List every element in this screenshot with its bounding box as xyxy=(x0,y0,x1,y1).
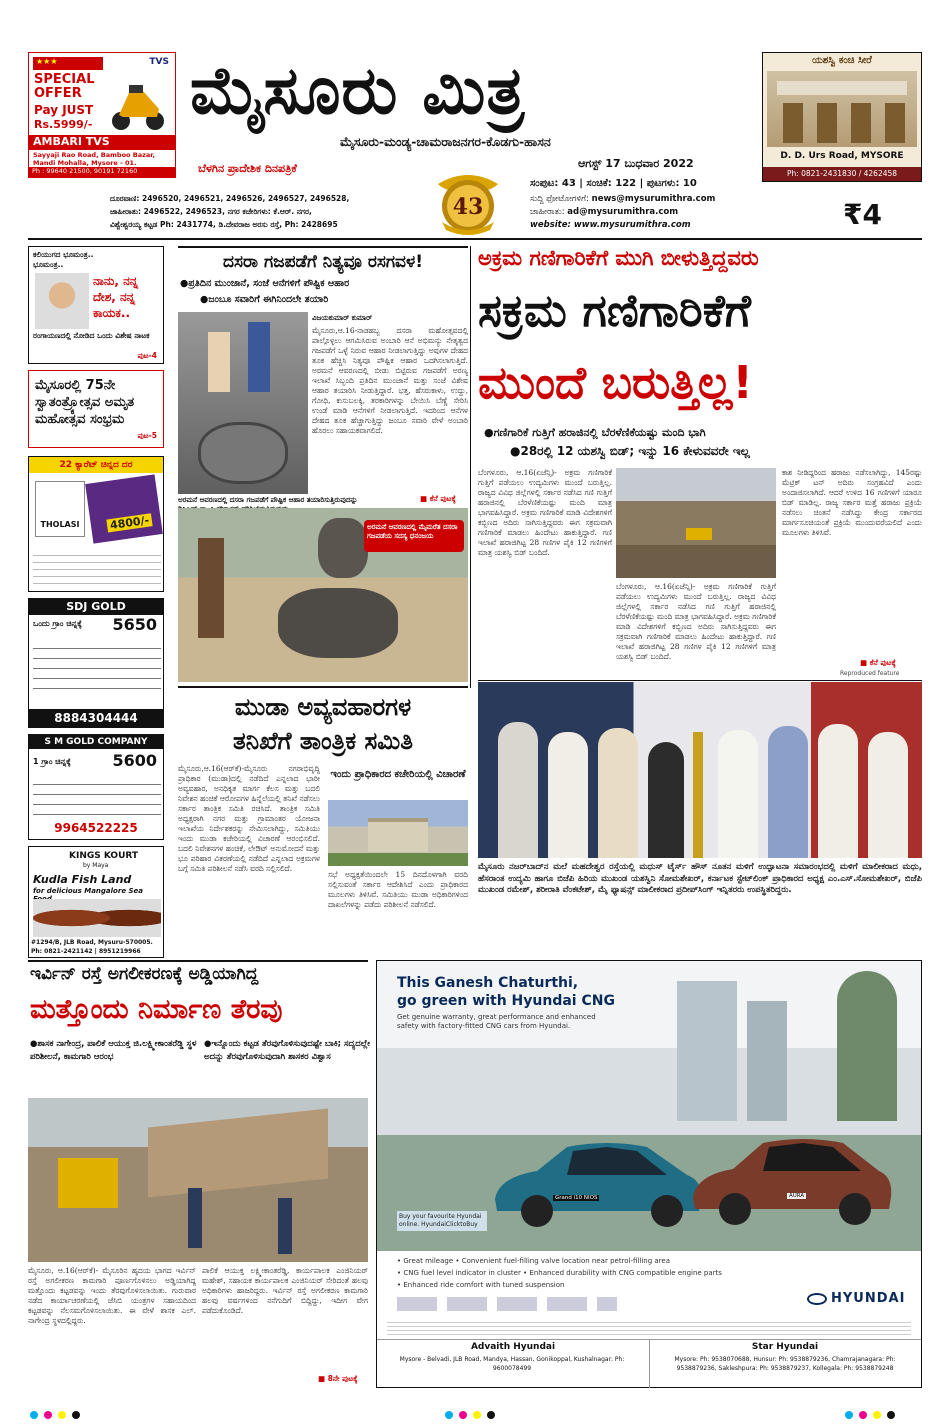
car-brown-aura xyxy=(687,1131,897,1231)
website[interactable]: website: www.mysurumithra.com xyxy=(530,220,691,230)
ad-email-value[interactable]: ad@mysurumithra.com xyxy=(567,207,679,217)
registration-marks-right xyxy=(845,1404,901,1423)
lead-sub-1: ●ಗಣಿಗಾರಿಕೆ ಗುತ್ತಿಗೆ ಹರಾಜಿನಲ್ಲಿ ಬೆರಳೆಣಿಕೆಯಷ್ಟು ಮಂದಿ ಭಾಗಿ xyxy=(484,426,706,439)
column-divider-1 xyxy=(470,246,471,688)
lead-headline-1: ಸಕ್ರಮ ಗಣಿಗಾರಿಕೆಗೆ xyxy=(478,284,751,337)
masthead-tagline: ಬೆಳಗಿನ ಪ್ರಾದೇಶಿಕ ದಿನಪತ್ರಿಕೆ xyxy=(198,162,297,175)
car-2-label: AURA xyxy=(789,1193,805,1199)
sdj-label: ಒಂದು ಗ್ರಾಂ ಚಿನ್ನಕ್ಕೆ xyxy=(33,619,82,628)
dasara-sub-1: ●ಪ್ರತಿದಿನ ಮುಂಜಾನೆ, ಸಂಜೆ ಆನೆಗಳಿಗೆ ಪೌಷ್ಟಿಕ ಆಹಾರ xyxy=(180,278,350,289)
masthead-date: ಆಗಸ್ಟ್ 17 ಬುಧವಾರ 2022 xyxy=(578,157,694,170)
sdj-gold-ad[interactable] xyxy=(28,598,164,728)
anniversary-badge xyxy=(430,164,506,236)
hyundai-feature-2: • CNG fuel level indicator in cluster • Enhanced durability with CNG compatible engine parts xyxy=(397,1269,722,1277)
sm-gold-ad[interactable] xyxy=(28,734,164,840)
irwin-headline: ಮತ್ತೊಂದು ನಿರ್ಮಾಣ ತೆರವು xyxy=(30,994,283,1025)
muda-rule xyxy=(178,686,468,688)
sdj-phone: 8884304444 xyxy=(29,709,163,727)
ad-email: ಜಾಹೀರಾತು: ad@mysurumithra.com xyxy=(530,207,679,217)
ambari-pay: Pay JUST xyxy=(34,103,94,117)
dasara-signoff: ■ ಕೆನೆ ಪುಟಕ್ಕೆ xyxy=(420,494,456,503)
registration-marks-left xyxy=(30,1404,86,1423)
ambari-offer: SPECIAL OFFER xyxy=(34,72,95,101)
hyundai-cng-ad[interactable] xyxy=(376,960,922,1388)
lead-signoff: ■ ಕೆನೆ ಪುಟಕ್ಕೆ xyxy=(860,658,896,667)
showroom-caption: ಮೈಸೂರು ನಜರ್‌ಬಾದ್‌ನ ಮಲೆ ಮಹದೇಶ್ವರ ರಸ್ತೆಯಲ್ಲಿ ಮಧುಸ್ ಟೈರ್ಸ್ ಹೌಸ್ ನೂತನ ಮಳಿಗೆ ಉದ್ಘಾಟನಾ ಸಮಾರಂಭದಲ್ಲಿ ಮಳಿಗೆ ಮಾಲೀಕರಾದ ಮಧು, ಹೆಸರಾಂತ ಉದ್ಯಮಿ ಹಾಗೂ ಬಿಜೆಪಿ ಹಿರಿಯ ಮುಖಂಡ ಯಶಸ್ವಿನಿ ಸೋಮಶೇಖರ್, ಕರ್ನಾಟಕ ಸ್ಟೇಟ್‌ಲಿಂಕ್ ಪ್ರಾಧಿಕಾರದ ಅಧ್ಯಕ್ಷ ಎಂ.ಎಸ್.ಸೋಮಶೇಖರ್, ಬಿಜೆಪಿ ಮುಖಂಡ ರಮೇಶ್, ಶರೀರಾತಿ ವೆಂಕಟೇಶ್, ಮೈ ಫ್ಯಾಷನ್ಸ್ ಮಾಲೀಕರಾದ ಪ್ರದೀಪ್‌ಸಿಂಗ್ ಇನ್ನಿತರರು ಉಪಸ್ಥಿತರಿದ್ದರು. xyxy=(478,862,922,895)
demolition-photo xyxy=(28,1098,368,1262)
sdj-price: 5650 xyxy=(112,615,157,634)
kings-address: #1294/B, JLB Road, Mysuru-570005. xyxy=(31,939,153,946)
fish-dish-image xyxy=(33,899,161,937)
ambari-tvs-ad[interactable] xyxy=(28,52,176,178)
lead-kicker: ಅಕ್ರಮ ಗಣಿಗಾರಿಕೆಗೆ ಮುಗಿ ಬೀಳುತ್ತಿದ್ದವರು xyxy=(478,246,759,270)
muda-box: ಇಂದು ಪ್ರಾಧಿಕಾರದ ಕಚೇರಿಯಲ್ಲಿ ವಿಚಾರಣೆ xyxy=(330,769,466,780)
kings-name: KINGS KOURT xyxy=(69,851,139,861)
muda-office-photo xyxy=(328,800,468,866)
dasara-byline: ವಿಜಯಕುಮಾರ್ ಕುಮಾರ್ xyxy=(312,314,373,322)
irwin-body-2: ಪಾಲಿಕೆ ಆಯುಕ್ತ ಲಕ್ಷ್ಮೀಕಾಂತರೆಡ್ಡಿ, ಕಾರ್ಯಪಾಲಕ ಎಂಜಿನಿಯರ್ ಮಹೇಶ್, ಸಹಾಯಕ ಕಾರ್ಯಪಾಲಕ ಎಂಜಿನಿಯರ್ ಸೇರಿದಂತೆ ಹಲವು ಅಧಿಕಾರಿಗಳು ಹಾಜರಿದ್ದರು. ಇರ್ವಿನ್ ರಸ್ತೆ ಅಗಲೀಕರಣ ಕಾಮಗಾರಿ ಹಲವು ವರ್ಷಗಳಿಂದ ನನೆಗುದಿಗೆ ಬಿದ್ದಿದ್ದು, ಇದೀಗ ವೇಗ ಪಡೆದುಕೊಂಡಿದೆ. xyxy=(202,1266,368,1315)
phone-line-1: ದೂರವಾಣಿ: 2496520, 2496521, 2496526, 2496527, 2496528, xyxy=(110,194,350,203)
dasara-caption-1: ಅರಮನೆ ಆವರಣದಲ್ಲಿ ದಸರಾ ಗಜಪಡೆಗೆ ಪೌಷ್ಟಿಕ ಆಹಾರ ತಯಾರಿಸುತ್ತಿರುವುದನ್ನು xyxy=(178,496,358,504)
ambari-address: Sayyaji Rao Road, Bamboo Bazar, Mandi Mohalla, Mysore - 01. xyxy=(33,151,155,167)
sidebar-column-box[interactable] xyxy=(28,246,164,364)
registration-marks-bottom xyxy=(445,1404,501,1423)
hyundai-body: Get genuine warranty, great performance and enhanced safety with factory-fitted CNG cars from Hyundai. xyxy=(397,1013,596,1030)
hyundai-disclaimer xyxy=(387,1319,911,1335)
muda-body-2: ಸಭೆ ಅಧ್ಯಕ್ಷತೆಯಿಂದಲೇ 15 ದಿನದೊಳಗಾಗಿ ವರದಿ ಸಲ್ಲಿಸುವಂತೆ ಸರ್ಕಾರ ಆದೇಶಿಸಿದೆ ಎಂದು ಪ್ರಾಧಿಕಾರದ ಮೂಲಗಳು ತಿಳಿಸಿವೆ. ಸಮಿತಿಯು ಮುಡಾ ಅಧಿಕಾರಿಗಳಿಂದ ದಾಖಲೆಗಳನ್ನು ಪಡೆದು ಪರಿಶೀಲನೆ ನಡೆಸಲಿದೆ. xyxy=(328,870,468,909)
store-building-image xyxy=(767,71,917,147)
irwin-sub-1: ●ಶಾಸಕ ನಾಗೇಂದ್ರ, ಪಾಲಿಕೆ ಆಯುಕ್ತ ಜಿ.ಲಕ್ಷ್ಮೀಕಾಂತರೆಡ್ಡಿ ಸ್ಥಳ ಪರಿಶೀಲನೆ, ಕಾಮಗಾರಿ ಆರಂಭ xyxy=(30,1039,197,1062)
price: ₹4 xyxy=(843,198,882,231)
masthead-title: ಮೈಸೂರು ಮಿತ್ರ xyxy=(190,51,526,129)
dasara-body: ಮೈಸೂರು,ಆ.16-ನಾಡಹಬ್ಬ ದಸರಾ ಮಹೋತ್ಸವದಲ್ಲಿ ಪಾಲ್ಗೊಳ್ಳಲು ಆಗಮಿಸಿರುವ ಅಂಬಾರಿ ಆನೆ ಅಭಿಮನ್ಯು ನೇತೃತ್ವದ ಗಜಪಡೆಗೆ ಒಳ್ಳೆ ನಿರುವ ಆಹಾರ ನೀಡಲಾಗುತ್ತಿದ್ದು ಅವುಗಳ ದೇಹದ ತೂಕ ಹೆಚ್ಚಿಸಿ ನಿತ್ಯವೂ ಪೌಷ್ಟಿಕ ಆಹಾರ ಒದಗಿಸಲಾಗುತ್ತಿದೆ. ಅರಮನೆ ಆವರಣದಲ್ಲಿ ಬೀಡು ಬಿಟ್ಟಿರುವ ಗಜಪಡೆಗೆ ಅರಣ್ಯ ಇಲಾಖೆ ಸಿಬ್ಬಂದಿ ಪ್ರತಿದಿನ ಮುಂಜಾನೆ ಮತ್ತು ಸಂಜೆ ವಿಶೇಷ ಆಹಾರ ತಯಾರಿಸಿ ನೀಡುತ್ತಿದ್ದಾರೆ. ಭತ್ತ, ಹೆಸರುಕಾಳು, ಉದ್ದು, ಗೋಧಿ, ಕುಸುಬಲಕ್ಕಿ, ತರಕಾರಿಗಳನ್ನು ಬೇಯಿಸಿ ಬೆಣ್ಣೆ ಸೇರಿಸಿ ಉಂಡೆ ಮಾಡಿ ಆನೆಗಳಿಗೆ ನೀಡಲಾಗುತ್ತಿದೆ. ಇದರಿಂದ ಆನೆಗಳ ದೇಹದ ತೂಕ ಹೆಚ್ಚಾಗುತ್ತಿದ್ದು ಜಂಬೂ ಸವಾರಿ ವೇಳೆ ಅಂಬಾರಿ ಹೊರಲು ಸಹಾಯಕವಾಗಲಿದೆ. xyxy=(312,326,468,435)
smgold-name: S M GOLD COMPANY xyxy=(29,735,163,749)
ambari-phone: Ph : 99640 21500, 90191 72160 xyxy=(29,167,175,177)
sidebar-caption: ರಂಗಾಯಣದಲ್ಲಿ ನೋಡಿದ ಒಂದು ವಿಶೇಷ ನಾಟಕ xyxy=(33,331,150,340)
tholasi-price: 4800/- xyxy=(106,513,153,532)
lead-body-1-cont: ಬೆಂಗಳೂರು, ಆ.16(ಏಜೆನ್ಸಿ)- ಅಕ್ರಮ ಗಣಿಗಾರಿಕೆ ಗುತ್ತಿಗೆ ಪಡೆಯಲು ಉದ್ಯಮಿಗಳು ಮುಂದೆ ಬರುತ್ತಿಲ್ಲ. ರಾಜ್ಯದ ವಿವಿಧ ಜಿಲ್ಲೆಗಳಲ್ಲಿ ಸರ್ಕಾರ ನಡೆಸಿದ ಗಣಿ ಗುತ್ತಿಗೆ ಹರಾಜಿನಲ್ಲಿ ಬೆರಳೆಣಿಕೆಯಷ್ಟು ಮಂದಿ ಮಾತ್ರ ಭಾಗವಹಿಸಿದ್ದಾರೆ. ಅಕ್ರಮ ಗಣಿಗಾರಿಕೆ ಮಾಡಿ ವಿದೇಶಗಳಿಗೆ ಕಬ್ಬಿಣದ ಅದಿರು ಸಾಗಿಸುತ್ತಿದ್ದವರು ಈಗ ಸಕ್ರಮವಾಗಿ ಗಣಿಗಾರಿಕೆ ಮಾಡಲು ಹಿಂದೇಟು ಹಾಕುತ್ತಿದ್ದಾರೆ. ಗಣಿ ಇಲಾಖೆ ಹರಾಜಿಗಿಟ್ಟ 28 ಗಣಿಗಳ ಪೈಕಿ 12 ಗಣಿಗಳಿಗೆ ಮಾತ್ರ ಯಶಸ್ವಿ ಬಿಡ್ ಬಂದಿದೆ. xyxy=(616,582,776,661)
yashasvi-phone: Ph: 0821-2431830 / 4262458 xyxy=(763,167,921,181)
kings-phone: Ph: 0821-2421142 | 8951219966 xyxy=(31,948,141,955)
scooter-image xyxy=(109,75,167,131)
tholasi-ad[interactable] xyxy=(28,456,164,592)
news-email: ಸುದ್ದಿ ಫೋಟೋಗಳಿಗೆ: news@mysurumithra.com xyxy=(530,194,716,204)
hyundai-brand xyxy=(807,1291,905,1306)
smgold-phone: 9964522225 xyxy=(54,821,138,835)
dealer-1-name: Advaith Hyundai xyxy=(470,1342,556,1352)
sdj-name: SDJ GOLD xyxy=(29,599,163,615)
sdj-body xyxy=(33,639,161,695)
dealer-2-info: Mysore: Ph: 9538070688, Hunsur: Ph: 9538879236, Chamrajanagara: Ph: 9538879236, Sakleshpura: Ph: 9538879237, Kollegala: Ph: 9538879248 xyxy=(674,1356,896,1372)
showroom-inauguration-photo xyxy=(478,682,922,858)
muda-body: ಮೈಸೂರು,ಆ.16(ಆರ್‌ಕೆ)-ಮೈಸೂರು ನಗರಾಭಿವೃದ್ಧಿ ಪ್ರಾಧಿಕಾರ (ಮುಡಾ)ದಲ್ಲಿ ನಡೆದಿದೆ ಎನ್ನಲಾದ ಭಾರೀ ಅವ್ಯವಹಾರ, ಅನಧಿಕೃತ ಮಾರ್ಗ ಕೆಲಸ ಮತ್ತು ಬದಲಿ ನಿವೇಶನ ಹಂಚಿಕೆ ಆರೋಪಗಳ ಹಿನ್ನೆಲೆಯಲ್ಲಿ ತನಿಖೆ ನಡೆಸಲು ಸರ್ಕಾರ ತಾಂತ್ರಿಕ ಸಮಿತಿ ರಚಿಸಿದೆ. ತಾಂತ್ರಿಕ ಸಮಿತಿ ಅಧ್ಯಕ್ಷರಾಗಿ ನಗರ ಮತ್ತು ಗ್ರಾಮಾಂತರ ಯೋಜನಾ ಇಲಾಖೆಯ ನಿರ್ದೇಶಕರನ್ನು ನೇಮಿಸಲಾಗಿದ್ದು, ಸಮಿತಿಯು ಇಂದು ಮುಡಾ ಕಚೇರಿಯಲ್ಲಿ ವಿಚಾರಣೆ ಆರಂಭಿಸಲಿದೆ. ಬದಲಿ ನಿವೇಶನಗಳ ಹಂಚಿಕೆ, ಲೇಔಟ್ ಅನುಮೋದನೆ ಮತ್ತು ಭೂ ಪರಿಹಾರ ವಿತರಣೆಯಲ್ಲಿ ನಡೆದಿದೆ ಎನ್ನಲಾದ ಅಕ್ರಮಗಳ ಬಗ್ಗೆ ಸಮಿತಿ ಪರಿಶೀಲನೆ ನಡೆಸಿ ವರದಿ ಸಲ್ಲಿಸಲಿದೆ. xyxy=(178,764,320,873)
news-email-value[interactable]: news@mysurumithra.com xyxy=(591,194,716,204)
irwin-signoff: ■ 8ನೇ ಪುಟಕ್ಕೆ xyxy=(318,1374,358,1383)
tholasi-price-tag xyxy=(85,474,163,543)
irwin-body-1: ಮೈಸೂರು, ಆ.16(ಆರ್‌ಕೆ)- ಮೈಸೂರಿನ ಹೃದಯ ಭಾಗದ ಇರ್ವಿನ್ ರಸ್ತೆ ಅಗಲೀಕರಣ ಕಾಮಗಾರಿ ಪೂರ್ಣಗೊಳಿಸಲು ಅಡ್ಡಿಯಾಗಿದ್ದ ಮತ್ತೊಂದು ಕಟ್ಟಡವನ್ನು ಇಂದು ತೆರವುಗೊಳಿಸಲಾಯಿತು. ಗುರುವಾರ ನಡೆದ ಕಾರ್ಯಾಚರಣೆಯಲ್ಲಿ ಜೆಸಿಬಿ ಯಂತ್ರಗಳ ಸಹಾಯದಿಂದ ಕಟ್ಟಡವನ್ನು ನೆಲಸಮಗೊಳಿಸಲಾಯಿತು. ಈ ವೇಳೆ ಶಾಸಕ ಎಲ್. ನಾಗೇಂದ್ರ ಸ್ಥಳದಲ್ಲಿದ್ದರು. xyxy=(28,1266,196,1325)
yashasvi-ad[interactable] xyxy=(762,52,922,182)
lead-body-1: ಬೆಂಗಳೂರು, ಆ.16(ಏಜೆನ್ಸಿ)- ಅಕ್ರಮ ಗಣಿಗಾರಿಕೆ ಗುತ್ತಿಗೆ ಪಡೆಯಲು ಉದ್ಯಮಿಗಳು ಮುಂದೆ ಬರುತ್ತಿಲ್ಲ. ರಾಜ್ಯದ ವಿವಿಧ ಜಿಲ್ಲೆಗಳಲ್ಲಿ ಸರ್ಕಾರ ನಡೆಸಿದ ಗಣಿ ಗುತ್ತಿಗೆ ಹರಾಜಿನಲ್ಲಿ ಬೆರಳೆಣಿಕೆಯಷ್ಟು ಮಂದಿ ಮಾತ್ರ ಭಾಗವಹಿಸಿದ್ದಾರೆ. ಅಕ್ರಮ ಗಣಿಗಾರಿಕೆ ಮಾಡಿ ವಿದೇಶಗಳಿಗೆ ಕಬ್ಬಿಣದ ಅದಿರು ಸಾಗಿಸುತ್ತಿದ್ದವರು ಈಗ ಸಕ್ರಮವಾಗಿ ಗಣಿಗಾರಿಕೆ ಮಾಡಲು ಹಿಂದೇಟು ಹಾಕುತ್ತಿದ್ದಾರೆ. ಗಣಿ ಇಲಾಖೆ ಹರಾಜಿಗಿಟ್ಟ 28 ಗಣಿಗಳ ಪೈಕಿ 12 ಗಣಿಗಳಿಗೆ ಮಾತ್ರ ಯಶಸ್ವಿ ಬಿಡ್ ಬಂದಿದೆ. xyxy=(478,468,612,557)
hyundai-feature-3: • Enhanced ride comfort with tuned suspension xyxy=(397,1281,565,1289)
irwin-sub-2: ●ಇನ್ನೊಂದು ಕಟ್ಟಡ ತೆರವುಗೊಳಿಸುವುದಷ್ಟೇ ಬಾಕಿ; ಸದ್ಯದಲ್ಲೇ ಅದನ್ನು ತೆರವುಗೊಳಿಸುವುದಾಗಿ ಶಾಸಕರ ವಿಶ್ವಾಸ xyxy=(204,1039,371,1062)
anniversary-number: 43 xyxy=(452,194,484,220)
ambari-name: AMBARI TVS xyxy=(29,135,175,150)
hyundai-dealer-row xyxy=(377,1339,921,1387)
hyundai-logos-row xyxy=(397,1297,617,1311)
masthead-rule xyxy=(28,238,922,240)
lead-sub-2: ●28ರಲ್ಲಿ 12 ಯಶಸ್ವಿ ಬಿಡ್; ಇನ್ನು 16 ಕೇಳುವವರೇ ಇಲ್ಲ xyxy=(510,444,750,458)
sidebar-page-ref-2: ಪುಟ-5 xyxy=(137,431,157,440)
dasara-headline: ದಸರಾ ಗಜಪಡೆಗೆ ನಿತ್ಯವೂ ರಸಗವಳ! xyxy=(178,246,468,274)
kings-kourt-ad[interactable] xyxy=(28,846,164,958)
tholasi-fine-print xyxy=(33,549,161,589)
muda-headline-1: ಮುಡಾ ಅವ್ಯವಹಾರಗಳ xyxy=(234,693,412,721)
mining-site-photo xyxy=(616,468,776,578)
smgold-price: 5600 xyxy=(112,751,157,770)
lead-headline-2: ಮುಂದೆ ಬರುತ್ತಿಲ್ಲ! xyxy=(478,356,753,409)
tholasi-logo xyxy=(35,481,85,537)
hyundai-feature-1: • Great mileage • Convenient fuel-filling valve location near petrol-filling area xyxy=(397,1257,670,1265)
lead-body-2: ಕಾಶ ನೀಡಿದ್ದರಿಂದ ಹರಾಜು ನಡೆಸಲಾಗಿದ್ದು, 145ರಷ್ಟು ಮೆಟ್ರಿಕ್ ಟನ್ ಅದಿರು ಸಂಗ್ರಹವಿದೆ ಎಂದು ಅಂದಾಜಿಸಲಾಗಿದೆ. ಆದರೆ ಉಳಿದ 16 ಗಣಿಗಳಿಗೆ ಯಾರೂ ಬಿಡ್ ಮಾಡಿಲ್ಲ. ರಾಜ್ಯ ಸರ್ಕಾರ ಮತ್ತೆ ಹರಾಜು ಪ್ರಕ್ರಿಯೆ ನಡೆಸಲು ಚಿಂತನೆ ನಡೆಸಿದ್ದು ಕೇಂದ್ರ ಸರ್ಕಾರದ ಮಾರ್ಗಸೂಚಿಯಂತೆ ಪ್ರಕ್ರಿಯೆ ಮುಂದುವರೆಯಲಿದೆ ಎಂದು ಮೂಲಗಳು ತಿಳಿಸಿವೆ. xyxy=(782,468,922,537)
yashasvi-name: ಯಶಸ್ವಿ ಕಂಚಿ ಸೀರೆ xyxy=(812,55,872,66)
hyundai-online: Buy your favourite Hyundai online. HyundaiClicktoBuy xyxy=(397,1211,487,1231)
tholasi-name: THOLASI xyxy=(40,520,80,529)
sidebar-teaser: ಮೈಸೂರಲ್ಲಿ 75ನೇ ಸ್ವಾತಂತ್ರ್ಯೋತ್ಸವ ಅಮೃತ ಮಹೋತ್ಸವ ಸಂಭ್ರಮ xyxy=(35,378,135,427)
car-teal-grand-i10 xyxy=(487,1137,707,1233)
dealer-1-info: Mysore - Belvadi, JLB Road, Mandya, Hassan, Gonikoppal, Kushalnagar: Ph: 9600078499 xyxy=(399,1356,625,1372)
kings-by: by Maya xyxy=(83,862,109,869)
hyundai-headline-2: go green with Hyundai CNG xyxy=(397,993,615,1009)
dealer-2-name: Star Hyundai xyxy=(751,1342,819,1352)
car-1-label: Grand i10 NIOS xyxy=(555,1195,598,1201)
kings-sub: for delicious Mangalore Sea xyxy=(33,887,144,895)
hyundai-logo-icon xyxy=(807,1293,827,1305)
dasara-sub-2: ●ಜಂಬೂ ಸವಾರಿಗೆ ಈಗಿನಿಂದಲೇ ತಯಾರಿ xyxy=(200,294,329,305)
columnist-photo xyxy=(35,273,89,329)
elephant-food-photo xyxy=(178,312,308,494)
phone-line-3: ವಿಶ್ವೇಶ್ವರಯ್ಯ ಕಟ್ಟಡ Ph: 2431774, ಡಿ.ದೇವರಾಜ ಅರಸು ರಸ್ತೆ, Ph: 2428695 xyxy=(110,220,338,229)
issue-info: ಸಂಪುಟ: 43 | ಸಂಚಿಕೆ: 122 | ಪುಟಗಳು: 10 xyxy=(530,178,697,189)
kings-title: Kudla Fish Land xyxy=(33,873,132,886)
masthead-subtitle: ಮೈಸೂರು-ಮಂಡ್ಯ-ಚಾಮರಾಜನಗರ-ಕೊಡಗು-ಹಾಸನ xyxy=(340,134,551,149)
ambari-special-badge: ★★★ xyxy=(33,57,103,70)
tholasi-header: 22 ಕ್ಯಾರೆಟ್ ಚಿನ್ನದ ದರ xyxy=(29,457,163,473)
smgold-body xyxy=(33,775,161,817)
hyundai-brand-text: HYUNDAI xyxy=(831,1291,906,1306)
lead-photo-credit: Reproduced feature xyxy=(840,670,900,677)
lead-rule xyxy=(478,680,922,681)
muda-headline-2: ತನಿಖೆಗೆ ತಾಂತ್ರಿಕ ಸಮಿತಿ xyxy=(233,727,413,755)
irwin-kicker: ಇರ್ವಿನ್ ರಸ್ತೆ ಅಗಲೀಕರಣಕ್ಕೆ ಅಡ್ಡಿಯಾಗಿದ್ದ xyxy=(30,964,259,984)
sidebar-quote: ನಾನು, ನನ್ನ ದೇಶ, ನನ್ನ ಕಾಯಕ.. xyxy=(93,274,139,320)
sidebar-page-ref-1: ಪುಟ-4 xyxy=(137,351,157,360)
irwin-rule xyxy=(28,960,368,962)
sidebar-column-head: ಕಲಿಯುಗದ ಭೂಮಂತ್ರ.. ಭೂಮಂತ್ರ.. xyxy=(33,250,94,269)
dasara-caption-2: ಅರಮನೆ ಆವರಣದಲ್ಲಿ ಮೈಮರೆತ ದಸರಾ ಗಜಪಡೆಯ ಸದಸ್ಯ ಧನಂಜಯ xyxy=(364,520,464,552)
smgold-label: 1 ಗ್ರಾಂ ಚಿನ್ನಕ್ಕೆ xyxy=(33,757,71,766)
ambari-amount: Rs.5999/- xyxy=(34,118,93,131)
phone-line-2: ಜಾಹೀರಾತು: 2496522, 2496523, ನಗರ ಕಚೇರಿಗಳು: ಕೆ.ಆರ್. ನಗರ, xyxy=(110,207,312,216)
sidebar-teaser-box[interactable] xyxy=(28,370,164,448)
hyundai-headline-1: This Ganesh Chaturthi, xyxy=(397,975,579,991)
tvs-brand: TVS xyxy=(149,57,169,67)
yashasvi-address: D. D. Urs Road, MYSORE xyxy=(780,151,904,161)
